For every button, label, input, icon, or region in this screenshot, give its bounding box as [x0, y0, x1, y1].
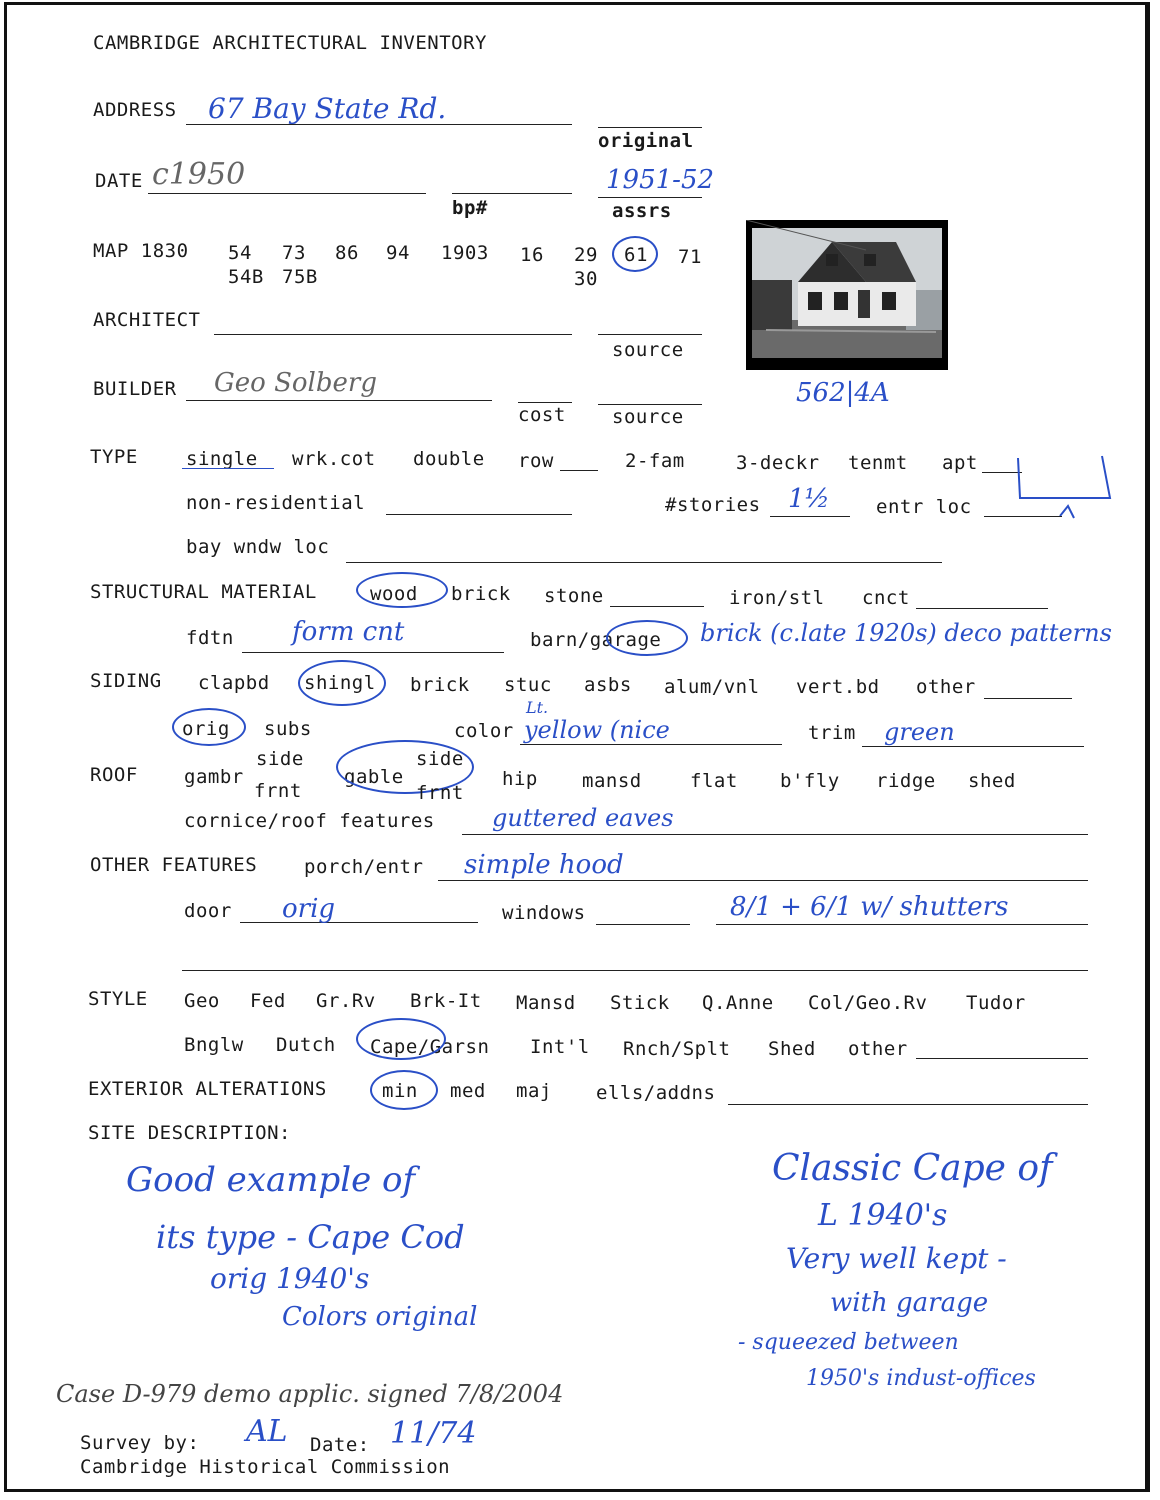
- address-label: ADDRESS: [93, 99, 177, 121]
- site-left-3: orig 1940's: [210, 1262, 370, 1295]
- builder-value: Geo Solberg: [214, 368, 377, 398]
- survey-date-value: 11/74: [390, 1416, 477, 1451]
- original-line: [598, 127, 702, 128]
- map-30: 30: [574, 268, 598, 290]
- porch-value: simple hood: [464, 850, 624, 880]
- structural-stone: stone: [544, 585, 604, 607]
- nonres-line: [386, 514, 572, 515]
- style-grrv: Gr.Rv: [316, 990, 376, 1012]
- roof-gambr: gambr: [184, 766, 244, 788]
- style-shed: Shed: [768, 1038, 816, 1060]
- map-54b: 54B: [228, 266, 264, 288]
- porch-line: [438, 880, 1088, 881]
- cornice-value: guttered eaves: [492, 804, 674, 832]
- style-mansd: Mansd: [516, 992, 576, 1014]
- siding-asbs: asbs: [584, 674, 632, 696]
- map-label: MAP 1830: [93, 240, 189, 262]
- ext-alt-med: med: [450, 1080, 486, 1102]
- ells-line: [728, 1104, 1088, 1105]
- type-3deckr: 3-deckr: [736, 452, 820, 474]
- case-note: Case D-979 demo applic. signed 7/8/2004: [56, 1380, 564, 1408]
- wood-circle: [356, 572, 448, 608]
- type-2fam: 2-fam: [625, 450, 685, 472]
- type-tenmt: tenmt: [848, 452, 908, 474]
- roof-gable-side: side: [416, 748, 464, 770]
- roof-flat: flat: [690, 770, 738, 792]
- trim-label: trim: [808, 722, 856, 744]
- surveyor-value: AL: [246, 1414, 288, 1449]
- map-94: 94: [386, 242, 410, 264]
- siding-shingl: shingl: [304, 672, 376, 694]
- house-photo: [746, 220, 948, 370]
- original-date-value: 1951-52: [606, 165, 715, 195]
- door-label: door: [184, 900, 232, 922]
- map-61: 61: [624, 244, 648, 266]
- style-bnglw: Bnglw: [184, 1034, 244, 1056]
- style-tudor: Tudor: [966, 992, 1026, 1014]
- map-86: 86: [335, 242, 359, 264]
- garage-circle: [606, 620, 688, 656]
- door-line: [240, 922, 478, 923]
- ext-alt-min: min: [382, 1080, 418, 1102]
- style-stick: Stick: [610, 992, 670, 1014]
- structural-brick: brick: [451, 583, 511, 605]
- ext-alt-maj: maj: [516, 1080, 552, 1102]
- site-right-5: - squeezed between: [738, 1330, 959, 1355]
- subs-label: subs: [264, 718, 312, 740]
- entr-loc-label: entr loc: [876, 496, 972, 518]
- ext-alt-label: EXTERIOR ALTERATIONS: [88, 1078, 327, 1100]
- site-left-2: its type - Cape Cod: [156, 1218, 465, 1256]
- siding-brick: brick: [410, 674, 470, 696]
- trim-line: [862, 746, 1084, 747]
- footprint-sketch: [1010, 452, 1120, 532]
- siding-other-line: [984, 698, 1072, 699]
- style-other-line: [916, 1058, 1088, 1059]
- garage-value: brick (c.late 1920s) deco patterns: [700, 619, 1112, 647]
- siding-label: SIDING: [90, 670, 162, 692]
- form-title: CAMBRIDGE ARCHITECTURAL INVENTORY: [93, 32, 487, 54]
- site-left-4: Colors original: [282, 1302, 478, 1332]
- type-apt: apt: [942, 452, 978, 474]
- fdtn-line: [242, 652, 504, 653]
- style-fed: Fed: [250, 990, 286, 1012]
- type-row: row: [518, 450, 554, 472]
- color-value: yellow (nice: [524, 716, 670, 744]
- architect-source-label: source: [612, 339, 684, 361]
- stories-value: 1½: [788, 484, 830, 514]
- roof-gable-frnt: frnt: [416, 782, 464, 804]
- cornice-line: [462, 834, 1088, 835]
- structural-label: STRUCTURAL MATERIAL: [90, 581, 317, 603]
- site-right-1: Classic Cape of: [772, 1148, 1053, 1189]
- map-1903: 1903: [441, 242, 489, 264]
- date-value: c1950: [152, 157, 246, 192]
- style-qanne: Q.Anne: [702, 992, 774, 1014]
- type-wrkcot: wrk.cot: [292, 448, 376, 470]
- type-label: TYPE: [90, 446, 138, 468]
- date-label: DATE: [95, 170, 143, 192]
- address-value: 67 Bay State Rd.: [208, 92, 447, 125]
- builder-source-line: [598, 404, 702, 405]
- house-photo-image: [746, 220, 948, 370]
- structural-cnct: cnct: [862, 587, 910, 609]
- map-75b: 75B: [282, 266, 318, 288]
- cost-label: cost: [518, 404, 566, 426]
- bp-label: bp#: [452, 197, 488, 219]
- fdtn-value: form cnt: [292, 617, 405, 647]
- roof-bfly: b'fly: [780, 770, 840, 792]
- date-line: [148, 193, 426, 194]
- assrs-label: assrs: [612, 200, 672, 222]
- style-brkit: Brk-It: [410, 990, 482, 1012]
- type-double: double: [413, 448, 485, 470]
- roof-gambr-side: side: [256, 748, 304, 770]
- site-right-3: Very well kept -: [786, 1242, 1007, 1275]
- commission-name: Cambridge Historical Commission: [80, 1456, 451, 1478]
- windows-line-1: [596, 924, 690, 925]
- map-71: 71: [678, 246, 702, 268]
- site-label: SITE DESCRIPTION:: [88, 1122, 291, 1144]
- assrs-line: [598, 197, 702, 198]
- ext-alt-ells: ells/addns: [596, 1082, 716, 1104]
- color-line: [520, 744, 782, 745]
- other-features-label: OTHER FEATURES: [90, 854, 258, 876]
- type-single-underline: [182, 468, 274, 469]
- color-lt: Lt.: [526, 698, 549, 717]
- survey-date-label: Date:: [310, 1434, 370, 1456]
- roof-gambr-frnt: frnt: [254, 780, 302, 802]
- roof-hip: hip: [502, 768, 538, 790]
- stories-label: #stories: [665, 494, 761, 516]
- windows-value: 8/1 + 6/1 w/ shutters: [730, 892, 1009, 922]
- siding-clapbd: clapbd: [198, 672, 270, 694]
- builder-line: [186, 400, 492, 401]
- porch-label: porch/entr: [304, 856, 424, 878]
- map-54: 54: [228, 242, 252, 264]
- style-geo: Geo: [184, 990, 220, 1012]
- roof-ridge: ridge: [876, 770, 936, 792]
- nonres-label: non-residential: [186, 492, 366, 514]
- cape-circle: [356, 1018, 446, 1060]
- style-label: STYLE: [88, 988, 148, 1010]
- structural-ironstl: iron/stl: [729, 587, 825, 609]
- type-single: single: [186, 448, 258, 470]
- orig-label: orig: [182, 718, 230, 740]
- style-capegarsn: Cape/Garsn: [370, 1036, 490, 1058]
- builder-source-label: source: [612, 406, 684, 428]
- cornice-label: cornice/roof features: [184, 810, 435, 832]
- siding-other: other: [916, 676, 976, 698]
- trim-value: green: [884, 718, 955, 746]
- cost-line: [518, 402, 572, 403]
- shingl-circle: [298, 660, 386, 706]
- builder-label: BUILDER: [93, 378, 177, 400]
- min-circle: [370, 1070, 438, 1110]
- structural-wood: wood: [370, 583, 418, 605]
- roof-label: ROOF: [90, 764, 138, 786]
- map-61-circle: [612, 236, 658, 272]
- bay-line: [346, 562, 942, 563]
- map-16: 16: [520, 244, 544, 266]
- barn-garage-label: barn/garage: [530, 629, 662, 651]
- windows-line-2: [716, 924, 1088, 925]
- features-extra-line: [182, 970, 1088, 971]
- roof-shed: shed: [968, 770, 1016, 792]
- orig-circle: [172, 708, 246, 746]
- stone-line: [610, 606, 704, 607]
- architect-source-line: [598, 334, 702, 335]
- color-label: color: [454, 720, 514, 742]
- siding-vertbd: vert.bd: [796, 676, 880, 698]
- photo-id: 562|4A: [796, 378, 890, 408]
- site-left-1: Good example of: [126, 1160, 416, 1200]
- style-other: other: [848, 1038, 908, 1060]
- style-colgeorv: Col/Geo.Rv: [808, 992, 928, 1014]
- bp-line: [452, 193, 572, 194]
- type-row-line: [560, 470, 598, 471]
- roof-gable: gable: [344, 766, 404, 788]
- siding-alumvnl: alum/vnl: [664, 676, 760, 698]
- fdtn-label: fdtn: [186, 627, 234, 649]
- style-dutch: Dutch: [276, 1034, 336, 1056]
- windows-label: windows: [502, 902, 586, 924]
- door-value: orig: [282, 894, 336, 924]
- style-rnchsplt: Rnch/Splt: [623, 1038, 731, 1060]
- map-29: 29: [574, 244, 598, 266]
- roof-mansd: mansd: [582, 770, 642, 792]
- siding-stuc: stuc: [504, 674, 552, 696]
- site-right-2: L 1940's: [818, 1198, 948, 1233]
- original-label: original: [598, 130, 694, 152]
- entr-loc-line: [984, 516, 1062, 517]
- architect-label: ARCHITECT: [93, 309, 201, 331]
- survey-label: Survey by:: [80, 1432, 200, 1454]
- site-right-4: with garage: [830, 1288, 989, 1318]
- site-right-6: 1950's indust-offices: [806, 1366, 1036, 1391]
- map-73: 73: [282, 242, 306, 264]
- bay-label: bay wndw loc: [186, 536, 330, 558]
- architect-line: [214, 334, 572, 335]
- stories-line: [770, 516, 850, 517]
- style-intl: Int'l: [530, 1036, 590, 1058]
- cnct-line: [916, 608, 1048, 609]
